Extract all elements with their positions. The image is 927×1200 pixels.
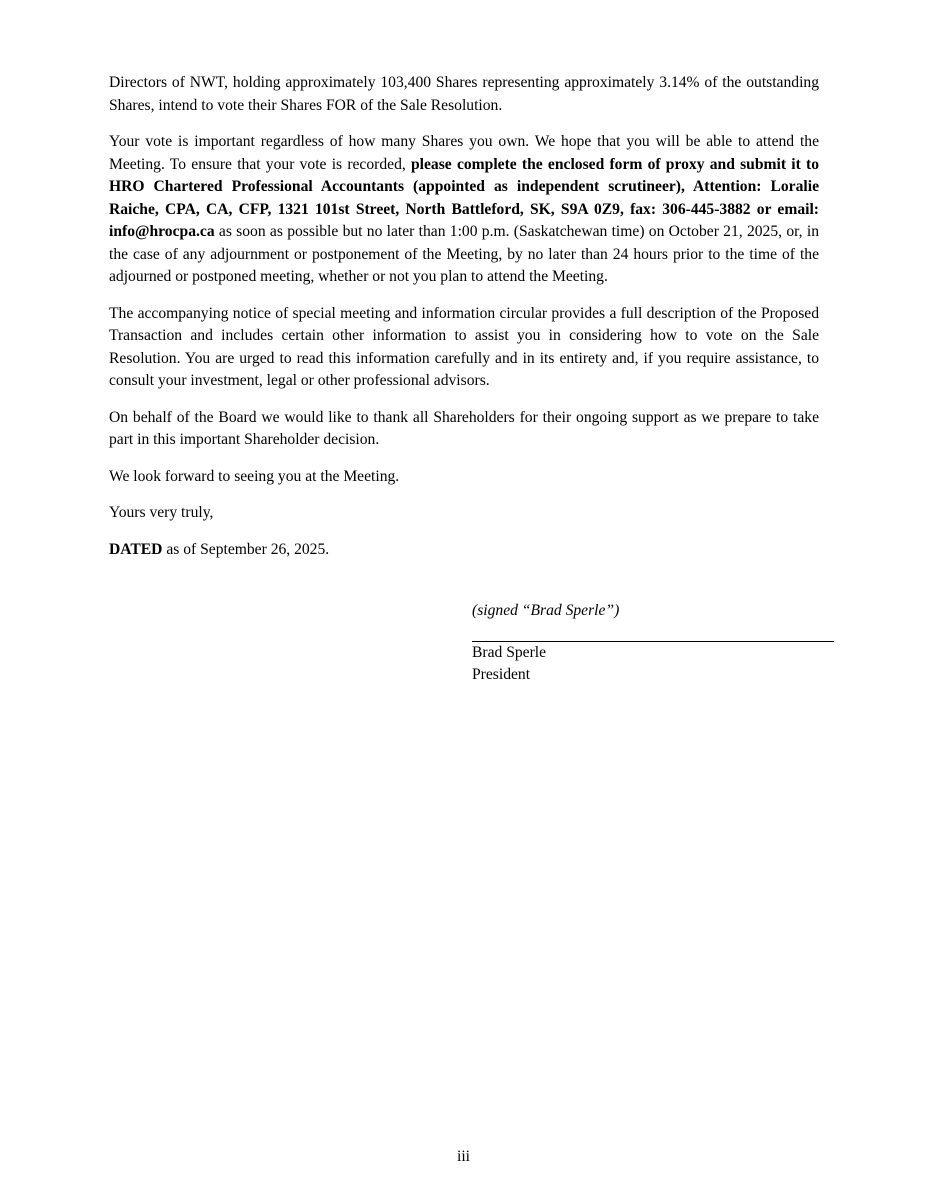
paragraph-look-forward: We look forward to seeing you at the Meeting. [109, 467, 400, 485]
proxy-deadline-text: as soon as possible but no later than 1:00 p.m. (Saskatchewan time) on October 21, 2025, or, in the case of any adjournment or postponement of the Meeting, by no later than 24 hours prior to the time of the adjourned or postponed meeting, whether or not you plan to attend the Meeting. [109, 223, 819, 285]
signature-block [472, 600, 834, 686]
proxy-intro-text: Your vote is important regardless of how many Shares you own. We hope that you will be able to attend the Meeting. To ensure that your vote is recorded, [109, 133, 819, 173]
dated-line [109, 539, 819, 562]
signatory-title: President [472, 666, 531, 683]
closing-salutation: Yours very truly, [109, 504, 214, 521]
paragraph-proxy-instructions [109, 131, 819, 289]
dated-label: DATED [109, 540, 163, 558]
paragraph-board-thanks: On behalf of the Board we would like to thank all Shareholders for their ongoing support as we prepare to take part in this important Shareholder decision. [109, 408, 819, 448]
paragraph-circular-description: The accompanying notice of special meeting and information circular provides a full description of the Proposed Transaction and includes certain other information to assist you in considering how to vote on the Sale Resolution. You are urged to read this information carefully and in its entirety and, if you require assistance, to consult your investment, legal or other professional advisors. [109, 304, 819, 389]
proxy-submission-details: please complete the enclosed form of proxy and submit it to HRO Chartered Professional Accountants (appointed as independent scrutineer), Attention: Loralie Raiche, CPA, CA, CFP, 1321 101st Street, North Battleford, SK, S9A 0Z9, fax: 306-445-3882 or email: info@hrocpa.ca [109, 155, 820, 240]
letter-body [109, 72, 819, 575]
dated-value: as of September 26, 2025. [162, 540, 330, 558]
signatory-name: Brad Sperle [472, 644, 547, 661]
paragraph-directors-vote: Directors of NWT, holding approximately 103,400 Shares representing approximately 3.14% of the outstanding Shares, intend to vote their Shares FOR of the Sale Resolution. [109, 74, 819, 114]
signed-notation: (signed “Brad Sperle”) [472, 602, 620, 619]
page-number: iii [457, 1148, 470, 1165]
